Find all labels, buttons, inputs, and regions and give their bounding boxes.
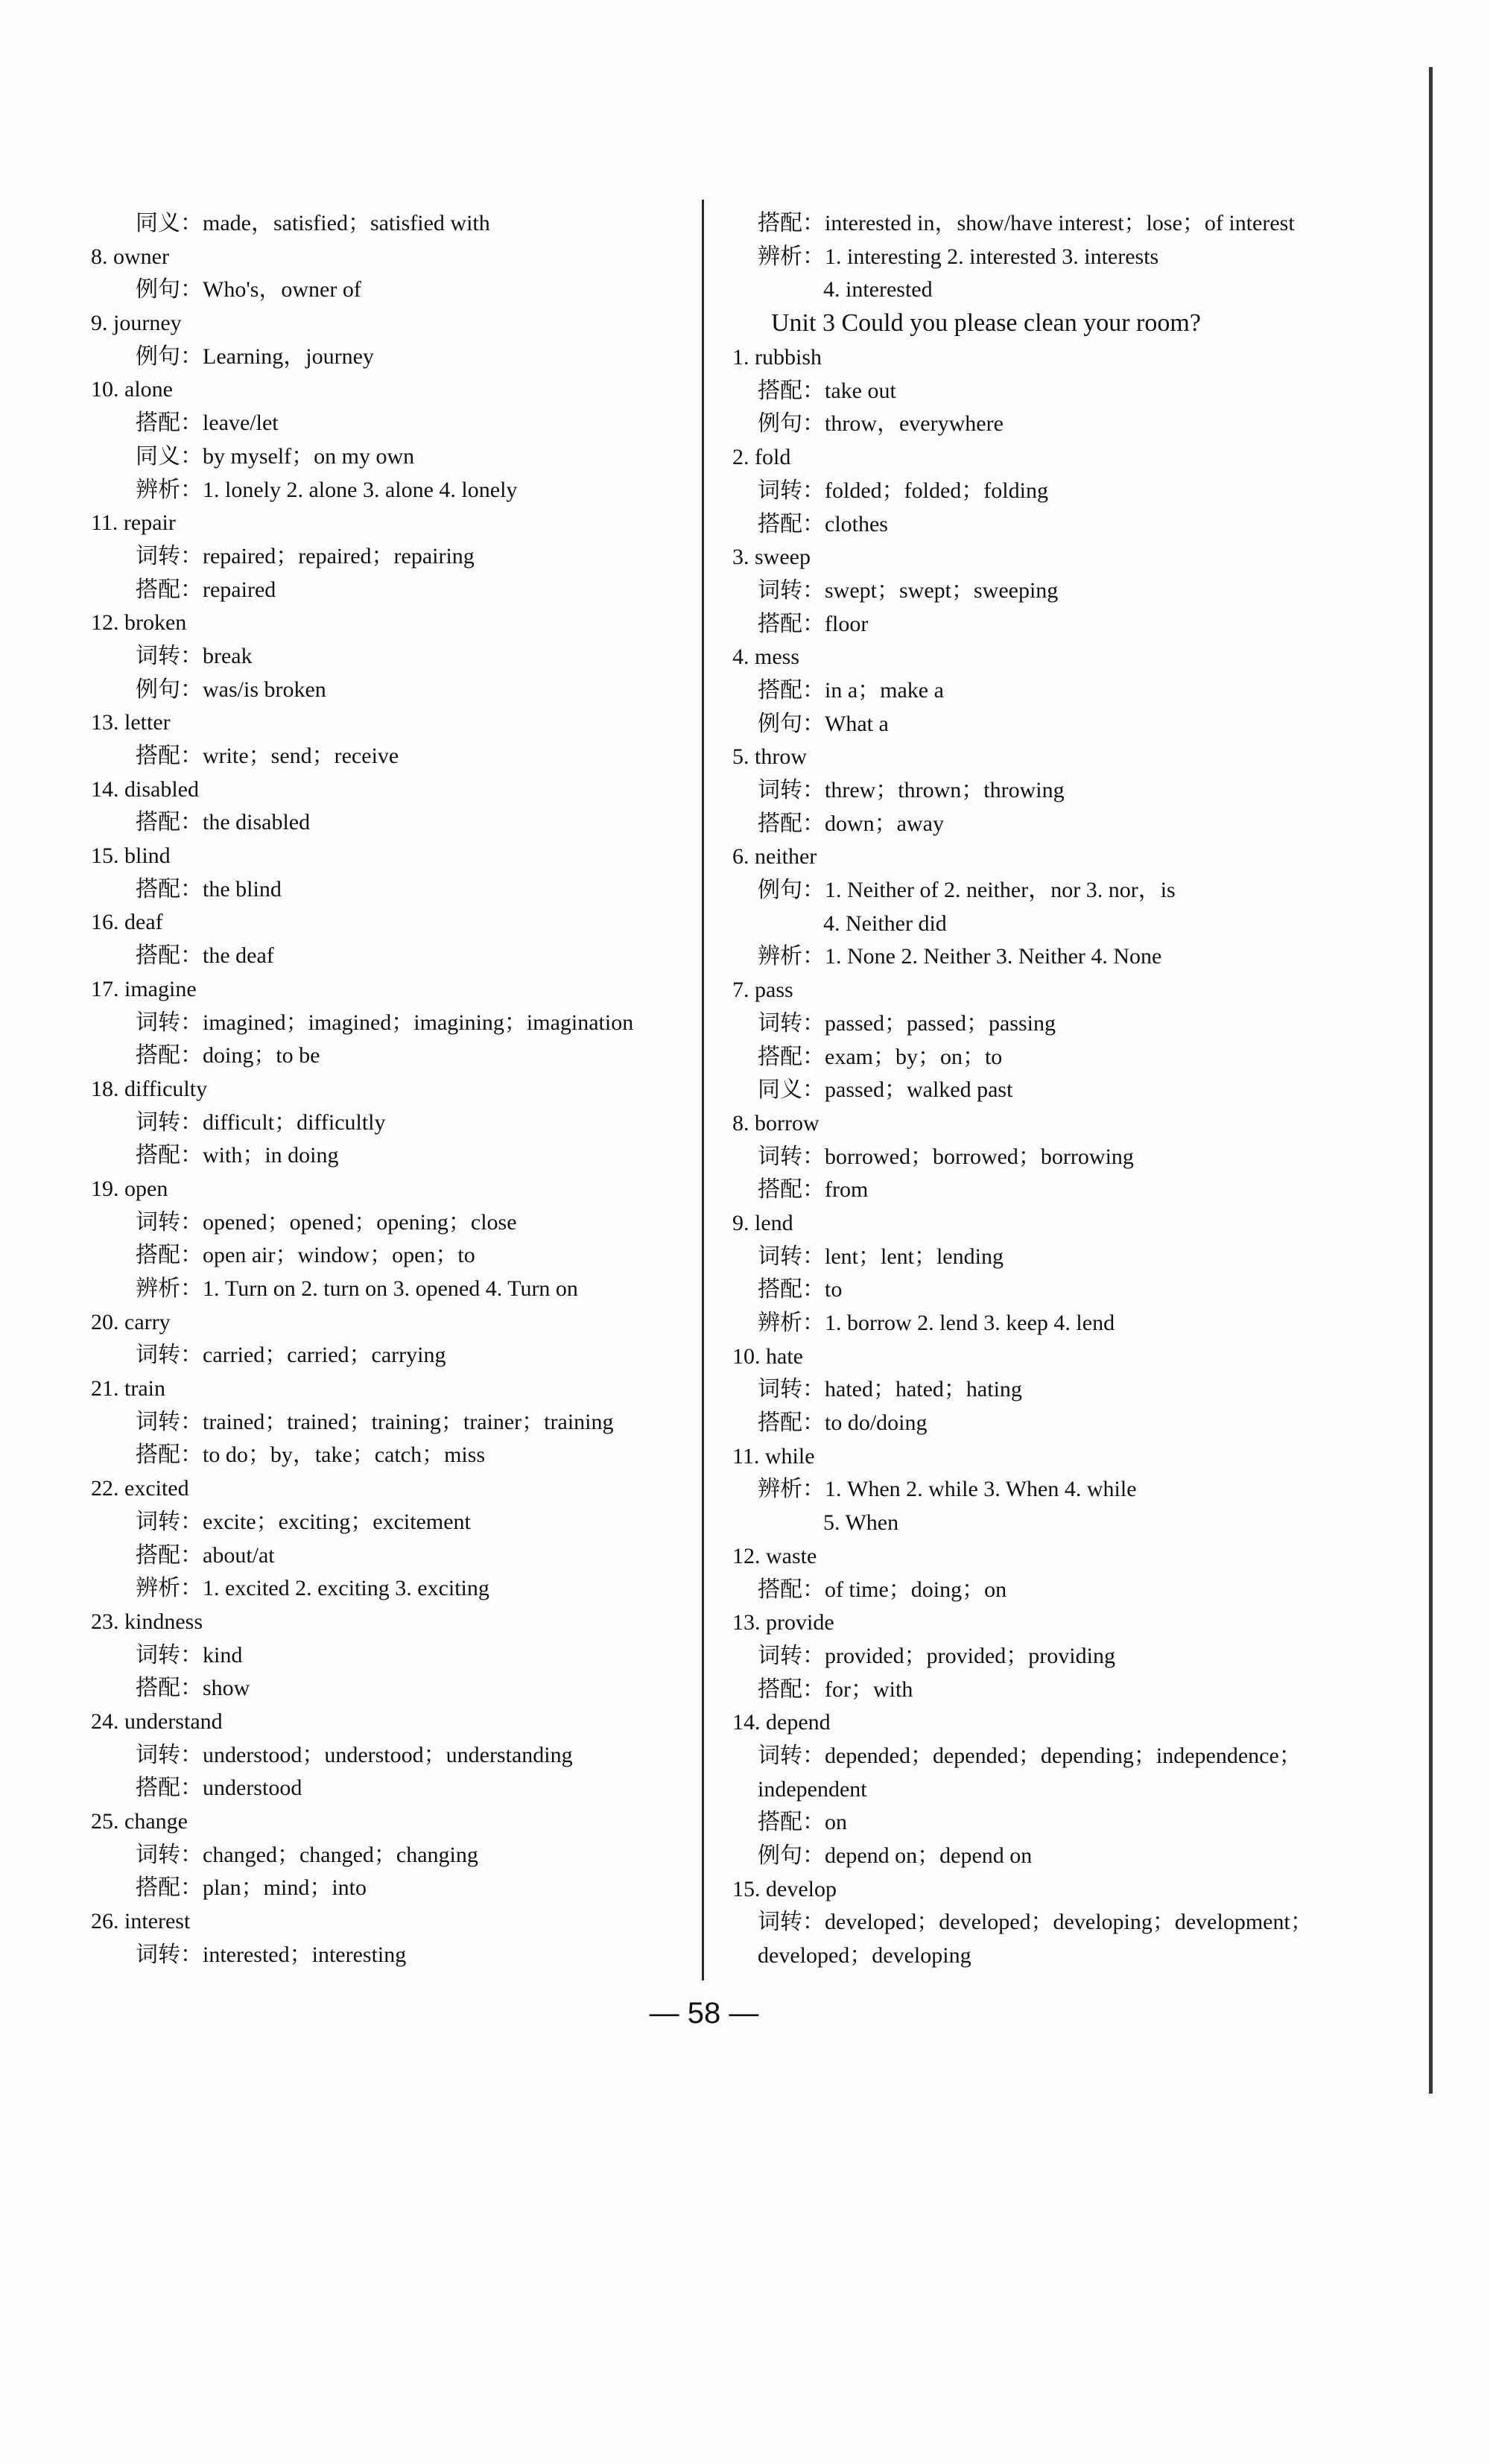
right-column-line: 搭配：take out (758, 378, 896, 403)
right-column-line: 7. pass (732, 978, 793, 1003)
right-column-line: 搭配：clothes (758, 511, 888, 536)
left-column-line: 18. difficulty (91, 1076, 208, 1101)
left-column-line: 20. carry (91, 1309, 171, 1334)
left-column-line: 搭配：plan；mind；into (136, 1875, 367, 1901)
left-column-line: 搭配：the disabled (136, 810, 311, 835)
left-column-line: 17. imagine (91, 976, 197, 1001)
left-column-line: 搭配：repaired (136, 577, 276, 602)
right-column (711, 207, 1367, 1973)
right-column-line: 辨析：1. When 2. while 3. When 4. while (758, 1477, 1137, 1502)
left-column-line: 13. letter (91, 710, 171, 735)
left-column-line: 14. disabled (91, 776, 199, 802)
left-column-line: 词转：carried；carried；carrying (136, 1343, 446, 1368)
left-column-line: 搭配：doing；to be (136, 1043, 320, 1068)
right-column-line: 辨析：1. interesting 2. interested 3. interests (758, 244, 1159, 269)
right-column-line: developed；developing (758, 1943, 971, 1969)
left-column-line: 16. deaf (91, 910, 163, 935)
right-column-line: 9. lend (732, 1210, 793, 1235)
page-number: — 58 — (649, 1997, 759, 2030)
right-column-line: 搭配：of time；doing；on (758, 1577, 1007, 1602)
left-column-line: 23. kindness (91, 1609, 203, 1634)
right-column-line: 14. depend (732, 1710, 831, 1735)
right-column-line: 同义：passed；walked past (758, 1077, 1013, 1103)
left-column-line: 搭配：to do；by，take；catch；miss (136, 1442, 486, 1468)
left-column-line: 25. change (91, 1809, 188, 1834)
left-column-line: 同义：made，satisfied；satisfied with (136, 211, 490, 235)
right-column-line: 1. rubbish (732, 345, 822, 370)
right-column-line: 搭配：exam；by；on；to (758, 1044, 1003, 1069)
right-column-line: 例句：throw，everywhere (758, 411, 1004, 437)
right-column-line: 例句：depend on；depend on (758, 1843, 1033, 1868)
right-column-line: 词转：hated；hated；hating (758, 1377, 1022, 1402)
left-column-line: 12. broken (91, 610, 187, 636)
right-column-line: 5. When (823, 1510, 899, 1536)
right-column-line: 词转：folded；folded；folding (758, 478, 1048, 503)
left-column-line: 9. journey (91, 311, 182, 336)
left-column-line: 词转：imagined；imagined；imagining；imagination (136, 1010, 634, 1035)
left-column-line: 搭配：the deaf (136, 943, 274, 969)
right-column-line: 词转：passed；passed；passing (758, 1010, 1056, 1036)
left-column-line: 词转：break (136, 643, 253, 668)
left-column-line: 搭配：understood (136, 1776, 302, 1801)
right-column-line: 2. fold (732, 445, 791, 470)
right-column-line: Unit 3 Could you please clean your room? (771, 309, 1201, 338)
right-column-line: 词转：provided；provided；providing (758, 1643, 1115, 1668)
right-column-line: 词转：developed；developed；developing；development； (758, 1910, 1313, 1935)
left-column-line: 11. repair (91, 510, 176, 536)
left-column-line: 搭配：the blind (136, 876, 282, 902)
right-column-line: 15. develop (732, 1876, 837, 1901)
right-column-line: 词转：borrowed；borrowed；borrowing (758, 1144, 1134, 1169)
right-column-line: 搭配：down；away (758, 811, 944, 836)
scan-edge-line (1429, 67, 1433, 2094)
left-column-line: 例句：Who's，owner of (136, 277, 361, 303)
right-column-line: 搭配：in a；make a (758, 677, 944, 703)
left-column-line: 搭配：leave/let (136, 411, 279, 436)
left-column-line: 词转：interested；interesting (136, 1942, 407, 1967)
left-column-line: 19. open (91, 1176, 168, 1201)
right-column-line: 词转：swept；swept；sweeping (758, 577, 1059, 603)
right-column-line: 8. borrow (732, 1110, 820, 1136)
left-column-line: 词转：repaired；repaired；repairing (136, 543, 475, 569)
right-column-line: 5. throw (732, 744, 807, 770)
left-column-line: 辨析：1. excited 2. exciting 3. exciting (136, 1576, 489, 1601)
left-column-line: 词转：difficult；difficultly (136, 1109, 386, 1135)
left-column-line: 8. owner (91, 244, 169, 269)
left-column (91, 207, 702, 1971)
right-column-line: 搭配：on (758, 1810, 847, 1835)
left-column-line: 10. alone (91, 377, 173, 402)
left-column-line: 搭配：with；in doing (136, 1143, 339, 1168)
right-column-line: 词转：lent；lent；lending (758, 1244, 1004, 1269)
left-column-line: 26. interest (91, 1909, 191, 1934)
left-column-line: 例句：was/is broken (136, 677, 326, 702)
right-column-line: 词转：depended；depended；depending；independence； (758, 1743, 1302, 1768)
left-column-line: 同义：by myself；on my own (136, 443, 415, 469)
right-column-line: 搭配：for；with (758, 1676, 913, 1702)
left-column-line: 22. excited (91, 1476, 189, 1501)
left-column-line: 辨析：1. lonely 2. alone 3. alone 4. lonely (136, 477, 518, 502)
right-column-line: 4. mess (732, 644, 799, 670)
left-column-line: 搭配：open air；window；open；to (136, 1243, 475, 1268)
left-column-line: 词转：kind (136, 1642, 243, 1668)
right-column-line: 13. provide (732, 1610, 834, 1635)
left-column-line: 15. blind (91, 843, 171, 869)
left-column-line: 搭配：show (136, 1676, 250, 1701)
right-column-line: 6. neither (732, 844, 817, 870)
right-column-line: 辨析：1. borrow 2. lend 3. keep 4. lend (758, 1311, 1115, 1335)
left-column-line: 词转：opened；opened；opening；close (136, 1209, 517, 1235)
right-column-line: 4. Neither did (823, 910, 947, 936)
right-column-line: independent (758, 1776, 867, 1802)
column-divider (702, 200, 704, 1980)
right-column-line: 12. waste (732, 1543, 817, 1568)
left-column-line: 21. train (91, 1376, 165, 1402)
right-column-line: 4. interested (823, 277, 933, 303)
right-column-line: 词转：threw；thrown；throwing (758, 778, 1065, 802)
left-column-line: 例句：Learning，journey (136, 343, 374, 369)
left-column-line: 词转：changed；changed；changing (136, 1842, 478, 1867)
right-column-line: 搭配：to do/doing (758, 1410, 928, 1436)
right-column-line: 10. hate (732, 1343, 803, 1369)
right-column-line: 搭配：from (758, 1177, 869, 1203)
right-column-line: 辨析：1. None 2. Neither 3. Neither 4. None (758, 944, 1162, 969)
right-column-line: 11. while (732, 1443, 815, 1469)
left-column-line: 24. understand (91, 1708, 223, 1734)
right-column-line: 搭配：floor (758, 611, 869, 636)
left-column-line: 词转：trained；trained；training；trainer；training (136, 1409, 614, 1434)
left-column-line: 搭配：write；send；receive (136, 744, 399, 768)
right-column-line: 例句：1. Neither of 2. neither，nor 3. nor，is (758, 878, 1176, 903)
right-column-line: 3. sweep (732, 545, 811, 570)
left-column-line: 词转：understood；understood；understanding (136, 1742, 573, 1767)
right-column-line: 搭配：to (758, 1277, 843, 1302)
right-column-line: 搭配：interested in，show/have interest；lose；of interest (758, 211, 1295, 235)
left-column-line: 辨析：1. Turn on 2. turn on 3. opened 4. Turn on (136, 1276, 578, 1301)
left-column-line: 搭配：about/at (136, 1542, 275, 1568)
right-column-line: 例句：What a (758, 711, 889, 736)
left-column-line: 词转：excite；exciting；excitement (136, 1509, 471, 1534)
